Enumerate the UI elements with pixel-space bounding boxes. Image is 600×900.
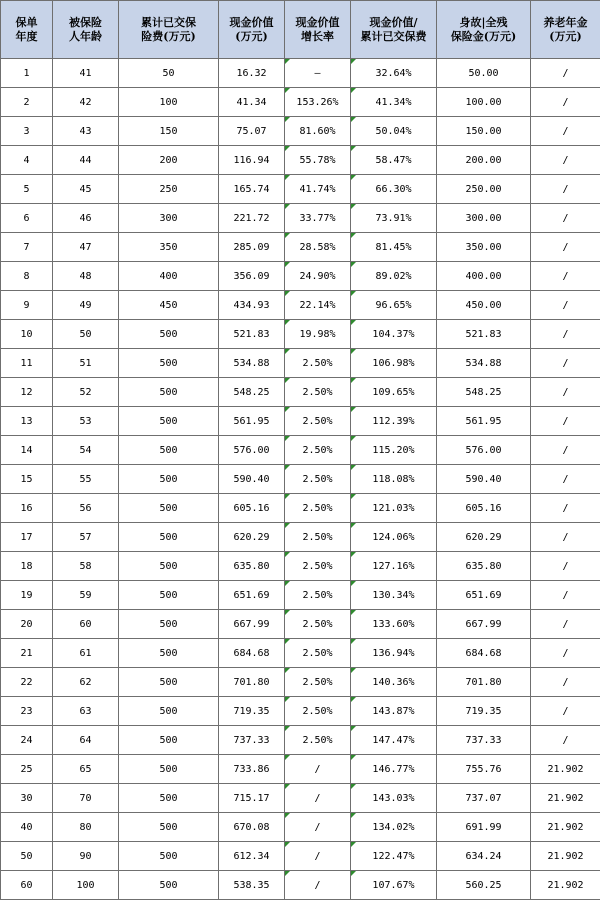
cell-annuity: / [531,117,600,146]
header-text-line: 保险金(万元) [437,30,530,44]
header-text-line: (万元) [531,30,600,44]
cell-cash-value-ratio: 143.03% [351,784,437,813]
cell-cash-value: 605.16 [219,494,285,523]
table-row [1,581,600,610]
cell-death-benefit: 350.00 [437,233,531,262]
cell-annuity: 21.902 [531,871,600,900]
cell-death-benefit: 605.16 [437,494,531,523]
table-row [1,726,600,755]
cell-death-benefit: 651.69 [437,581,531,610]
cell-cumulative-premium: 500 [119,581,219,610]
cell-annuity: / [531,146,600,175]
cell-death-benefit: 200.00 [437,146,531,175]
cell-annuity: / [531,697,600,726]
cell-cash-value: 434.93 [219,291,285,320]
table-row [1,697,600,726]
cell-cumulative-premium: 500 [119,465,219,494]
cell-cash-value-growth: / [285,784,351,813]
cell-cash-value-ratio: 109.65% [351,378,437,407]
table-row [1,436,600,465]
cell-cash-value: 538.35 [219,871,285,900]
header-text-line: 保单 [1,16,52,30]
cell-death-benefit: 150.00 [437,117,531,146]
cell-cash-value-growth: 2.50% [285,726,351,755]
cell-cash-value: 561.95 [219,407,285,436]
table-row [1,784,600,813]
cell-death-benefit: 534.88 [437,349,531,378]
cell-cash-value: 221.72 [219,204,285,233]
cell-policy-year: 15 [1,465,53,494]
cell-policy-year: 2 [1,88,53,117]
cell-cash-value-ratio: 147.47% [351,726,437,755]
header-text-line: 年度 [1,30,52,44]
cell-cash-value-ratio: 115.20% [351,436,437,465]
cell-cash-value-ratio: 50.04% [351,117,437,146]
cell-policy-year: 17 [1,523,53,552]
cell-cumulative-premium: 500 [119,436,219,465]
cell-annuity: / [531,639,600,668]
header-death-benefit [437,1,531,59]
cell-death-benefit: 50.00 [437,59,531,88]
cell-cash-value: 16.32 [219,59,285,88]
cell-policy-year: 40 [1,813,53,842]
cell-policy-year: 8 [1,262,53,291]
cell-cumulative-premium: 500 [119,407,219,436]
cell-death-benefit: 450.00 [437,291,531,320]
cell-cash-value-ratio: 133.60% [351,610,437,639]
cell-cumulative-premium: 500 [119,494,219,523]
cell-insured-age: 45 [53,175,119,204]
cell-insured-age: 58 [53,552,119,581]
cell-policy-year: 24 [1,726,53,755]
cell-cash-value-ratio: 73.91% [351,204,437,233]
cell-cash-value: 548.25 [219,378,285,407]
cell-insured-age: 52 [53,378,119,407]
table-row [1,610,600,639]
cell-insured-age: 65 [53,755,119,784]
cell-annuity: / [531,349,600,378]
cell-cash-value-ratio: 58.47% [351,146,437,175]
header-cash-value [219,1,285,59]
cell-cumulative-premium: 350 [119,233,219,262]
cell-cash-value: 75.07 [219,117,285,146]
table-row [1,668,600,697]
cell-cumulative-premium: 500 [119,320,219,349]
cell-cumulative-premium: 500 [119,639,219,668]
cell-insured-age: 43 [53,117,119,146]
cell-cumulative-premium: 500 [119,349,219,378]
cell-death-benefit: 755.76 [437,755,531,784]
cell-policy-year: 21 [1,639,53,668]
table-row [1,88,600,117]
cell-insured-age: 44 [53,146,119,175]
cell-cash-value-ratio: 140.36% [351,668,437,697]
table-row [1,552,600,581]
cell-cumulative-premium: 500 [119,726,219,755]
cell-cash-value: 715.17 [219,784,285,813]
cell-cash-value: 612.34 [219,842,285,871]
cell-annuity: / [531,610,600,639]
cell-cumulative-premium: 500 [119,784,219,813]
cell-death-benefit: 590.40 [437,465,531,494]
table-row [1,117,600,146]
cell-death-benefit: 667.99 [437,610,531,639]
cell-death-benefit: 576.00 [437,436,531,465]
header-text-line: 现金价值 [285,16,350,30]
cell-annuity: 21.902 [531,842,600,871]
cell-cash-value-ratio: 41.34% [351,88,437,117]
cell-insured-age: 62 [53,668,119,697]
cell-cash-value-ratio: 127.16% [351,552,437,581]
cell-cash-value-growth: 22.14% [285,291,351,320]
cell-cash-value-ratio: 81.45% [351,233,437,262]
table-row [1,233,600,262]
cell-cash-value-ratio: 66.30% [351,175,437,204]
table-row [1,871,600,900]
header-text-line: 险费(万元) [119,30,218,44]
table-row [1,175,600,204]
cell-death-benefit: 620.29 [437,523,531,552]
cell-cash-value-growth: 153.26% [285,88,351,117]
cell-cash-value-ratio: 122.47% [351,842,437,871]
cell-policy-year: 6 [1,204,53,233]
table-row [1,494,600,523]
cell-cash-value-growth: / [285,842,351,871]
cell-insured-age: 63 [53,697,119,726]
cell-cash-value-growth: 2.50% [285,552,351,581]
cell-policy-year: 18 [1,552,53,581]
cell-annuity: / [531,175,600,204]
table-row [1,407,600,436]
cell-cash-value-growth: 2.50% [285,494,351,523]
cell-cumulative-premium: 150 [119,117,219,146]
cell-insured-age: 49 [53,291,119,320]
cell-annuity: / [531,436,600,465]
cell-cash-value: 635.80 [219,552,285,581]
cell-cumulative-premium: 500 [119,697,219,726]
cell-cash-value-growth: 2.50% [285,523,351,552]
table-row [1,204,600,233]
cell-cash-value-growth: 41.74% [285,175,351,204]
cell-cash-value-growth: 2.50% [285,349,351,378]
cell-policy-year: 60 [1,871,53,900]
cell-cash-value-growth: 2.50% [285,436,351,465]
table-row [1,262,600,291]
header-text-line: 人年龄 [53,30,118,44]
cell-cumulative-premium: 200 [119,146,219,175]
cell-annuity: / [531,668,600,697]
header-cash-value-ratio [351,1,437,59]
cell-cash-value-ratio: 89.02% [351,262,437,291]
cell-insured-age: 53 [53,407,119,436]
cell-cash-value-ratio: 106.98% [351,349,437,378]
cell-cash-value: 684.68 [219,639,285,668]
cell-insured-age: 47 [53,233,119,262]
cell-insured-age: 55 [53,465,119,494]
cell-policy-year: 23 [1,697,53,726]
cell-cumulative-premium: 450 [119,291,219,320]
cell-cash-value-ratio: 32.64% [351,59,437,88]
cell-policy-year: 4 [1,146,53,175]
cell-cash-value-ratio: 107.67% [351,871,437,900]
cell-policy-year: 50 [1,842,53,871]
cell-annuity: / [531,494,600,523]
cell-cash-value-growth: 2.50% [285,407,351,436]
cell-cumulative-premium: 500 [119,813,219,842]
cell-cash-value-ratio: 118.08% [351,465,437,494]
cell-annuity: / [531,378,600,407]
header-text-line: (万元) [219,30,284,44]
header-text-line: 累计已交保费 [351,30,436,44]
cell-death-benefit: 521.83 [437,320,531,349]
cell-cash-value: 165.74 [219,175,285,204]
cell-cash-value-growth: 24.90% [285,262,351,291]
cell-insured-age: 56 [53,494,119,523]
cell-cumulative-premium: 500 [119,842,219,871]
table-row [1,813,600,842]
header-annuity [531,1,600,59]
cell-policy-year: 7 [1,233,53,262]
cell-cash-value-growth: / [285,755,351,784]
header-cash-value-growth [285,1,351,59]
cell-cash-value: 737.33 [219,726,285,755]
cell-death-benefit: 100.00 [437,88,531,117]
cell-cumulative-premium: 500 [119,668,219,697]
header-text-line: 养老年金 [531,16,600,30]
header-text-line: 累计已交保 [119,16,218,30]
cell-insured-age: 90 [53,842,119,871]
cell-death-benefit: 691.99 [437,813,531,842]
table-header [1,1,600,59]
cell-cash-value: 651.69 [219,581,285,610]
header-insured-age [53,1,119,59]
cell-annuity: / [531,233,600,262]
cell-death-benefit: 548.25 [437,378,531,407]
cell-policy-year: 22 [1,668,53,697]
header-text-line: 被保险 [53,16,118,30]
header-text-line: 现金价值 [219,16,284,30]
cell-policy-year: 20 [1,610,53,639]
cell-annuity: / [531,523,600,552]
cell-cumulative-premium: 500 [119,610,219,639]
header-policy-year [1,1,53,59]
cell-annuity: / [531,465,600,494]
cell-policy-year: 14 [1,436,53,465]
cell-death-benefit: 250.00 [437,175,531,204]
table-row [1,378,600,407]
cell-insured-age: 41 [53,59,119,88]
cell-policy-year: 19 [1,581,53,610]
cell-insured-age: 42 [53,88,119,117]
cell-cash-value-ratio: 134.02% [351,813,437,842]
cell-death-benefit: 300.00 [437,204,531,233]
header-text-line: 身故|全残 [437,16,530,30]
cell-cash-value-growth: 2.50% [285,465,351,494]
cell-policy-year: 10 [1,320,53,349]
cell-annuity: / [531,88,600,117]
cell-annuity: 21.902 [531,784,600,813]
cell-death-benefit: 634.24 [437,842,531,871]
cell-cash-value-growth: 55.78% [285,146,351,175]
header-text-line: 增长率 [285,30,350,44]
cell-cash-value-ratio: 143.87% [351,697,437,726]
cell-cumulative-premium: 500 [119,755,219,784]
cell-insured-age: 64 [53,726,119,755]
cell-cash-value: 701.80 [219,668,285,697]
cell-cumulative-premium: 300 [119,204,219,233]
cell-annuity: / [531,204,600,233]
cell-insured-age: 48 [53,262,119,291]
cell-insured-age: 57 [53,523,119,552]
table-row [1,639,600,668]
cell-cumulative-premium: 400 [119,262,219,291]
cell-policy-year: 12 [1,378,53,407]
table-row [1,465,600,494]
cell-cash-value-ratio: 136.94% [351,639,437,668]
table-row [1,523,600,552]
cell-cash-value-ratio: 124.06% [351,523,437,552]
table-row [1,842,600,871]
cell-cash-value: 576.00 [219,436,285,465]
cell-policy-year: 1 [1,59,53,88]
cell-annuity: 21.902 [531,813,600,842]
cell-cash-value: 356.09 [219,262,285,291]
cell-insured-age: 54 [53,436,119,465]
table-row [1,755,600,784]
cell-cash-value-growth: 19.98% [285,320,351,349]
cell-policy-year: 11 [1,349,53,378]
cell-policy-year: 9 [1,291,53,320]
cell-death-benefit: 737.33 [437,726,531,755]
cell-death-benefit: 719.35 [437,697,531,726]
cell-death-benefit: 561.95 [437,407,531,436]
cell-annuity: / [531,552,600,581]
cell-insured-age: 46 [53,204,119,233]
table-row [1,146,600,175]
cell-policy-year: 13 [1,407,53,436]
cell-cumulative-premium: 250 [119,175,219,204]
header-row [1,1,600,59]
cell-death-benefit: 701.80 [437,668,531,697]
cell-cash-value-growth: 2.50% [285,668,351,697]
cell-cash-value-ratio: 130.34% [351,581,437,610]
cell-death-benefit: 684.68 [437,639,531,668]
cell-cash-value-growth: 81.60% [285,117,351,146]
cell-cash-value-growth: 2.50% [285,581,351,610]
cell-cash-value-ratio: 112.39% [351,407,437,436]
cell-cumulative-premium: 500 [119,523,219,552]
cell-cash-value: 521.83 [219,320,285,349]
cell-cumulative-premium: 500 [119,552,219,581]
cell-insured-age: 51 [53,349,119,378]
cell-insured-age: 60 [53,610,119,639]
cell-insured-age: 59 [53,581,119,610]
table-row [1,291,600,320]
cell-cash-value-growth: 2.50% [285,610,351,639]
table-row [1,59,600,88]
cell-cash-value: 667.99 [219,610,285,639]
cell-cash-value-growth: 2.50% [285,639,351,668]
cell-cash-value: 285.09 [219,233,285,262]
cell-cash-value-growth: 2.50% [285,378,351,407]
cell-cash-value: 41.34 [219,88,285,117]
cell-insured-age: 50 [53,320,119,349]
cell-annuity: / [531,407,600,436]
cell-policy-year: 3 [1,117,53,146]
cell-insured-age: 61 [53,639,119,668]
cell-cash-value: 733.86 [219,755,285,784]
cell-cash-value-growth: / [285,813,351,842]
cell-cash-value-growth: 2.50% [285,697,351,726]
cell-policy-year: 16 [1,494,53,523]
cell-cash-value: 116.94 [219,146,285,175]
cell-annuity: / [531,726,600,755]
cell-cumulative-premium: 100 [119,88,219,117]
cell-annuity: / [531,320,600,349]
cell-policy-year: 30 [1,784,53,813]
cell-annuity: / [531,581,600,610]
cell-cash-value: 590.40 [219,465,285,494]
table-row [1,349,600,378]
cell-cumulative-premium: 500 [119,871,219,900]
cell-cash-value-growth: 33.77% [285,204,351,233]
cell-annuity: 21.902 [531,755,600,784]
cell-policy-year: 25 [1,755,53,784]
table-row [1,320,600,349]
cell-cash-value: 670.08 [219,813,285,842]
header-cumulative-premium [119,1,219,59]
cell-cash-value-ratio: 146.77% [351,755,437,784]
cell-annuity: / [531,291,600,320]
cell-death-benefit: 560.25 [437,871,531,900]
cell-cash-value-ratio: 121.03% [351,494,437,523]
cell-annuity: / [531,59,600,88]
cell-insured-age: 100 [53,871,119,900]
cell-cumulative-premium: 500 [119,378,219,407]
cell-insured-age: 70 [53,784,119,813]
cell-cumulative-premium: 50 [119,59,219,88]
cell-cash-value: 719.35 [219,697,285,726]
cell-annuity: / [531,262,600,291]
header-text-line: 现金价值/ [351,16,436,30]
cell-cash-value: 534.88 [219,349,285,378]
cell-policy-year: 5 [1,175,53,204]
cell-cash-value-ratio: 96.65% [351,291,437,320]
cell-death-benefit: 737.07 [437,784,531,813]
table-body [1,59,600,900]
cell-cash-value: 620.29 [219,523,285,552]
cell-death-benefit: 400.00 [437,262,531,291]
cell-death-benefit: 635.80 [437,552,531,581]
cell-cash-value-ratio: 104.37% [351,320,437,349]
cell-cash-value-growth: — [285,59,351,88]
cell-cash-value-growth: 28.58% [285,233,351,262]
cell-insured-age: 80 [53,813,119,842]
cell-cash-value-growth: / [285,871,351,900]
